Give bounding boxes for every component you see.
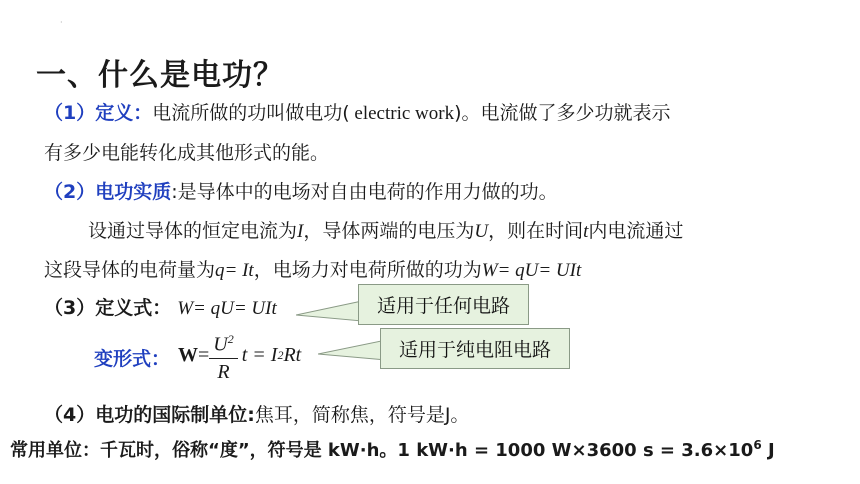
defining-formula: W= qU= UIt	[177, 298, 277, 319]
fraction-numerator: U	[213, 333, 228, 356]
definition-label: （1）定义：	[44, 102, 153, 124]
variant-formula	[178, 326, 301, 385]
defining-formula-label: （3）定义式：	[44, 297, 172, 319]
numerator-exponent: 2	[227, 332, 234, 346]
symbol-voltage: U	[474, 221, 489, 242]
variant-tail: Rt	[283, 343, 302, 366]
common-unit-line	[10, 436, 775, 462]
definition-continuation: 有多少电能转化成其他形式的能。	[44, 142, 330, 164]
corner-mark: ·	[60, 18, 63, 27]
callout-pointer-1	[296, 299, 366, 323]
essence-line	[44, 177, 558, 204]
variant-middle: t = I	[241, 343, 278, 366]
variant-label	[94, 344, 170, 371]
si-unit-text: 焦耳，简称焦，符号是J。	[254, 404, 470, 426]
derivation-text: 内电流通过	[588, 220, 684, 242]
derivation-text: ，导体两端的电压为	[303, 220, 475, 242]
variant-label-text: 变形式：	[94, 348, 171, 370]
defining-formula-line	[44, 293, 277, 320]
si-unit-line	[44, 400, 469, 427]
derivation-text: ，则在时间	[488, 220, 584, 242]
derivation-text: 这段导体的电荷量为	[44, 259, 216, 281]
common-unit-text: 常用单位：千瓦时，俗称“度”，符号是 kW·h。1 kW·h = 1000 W×3600 s = 3.6×10	[10, 440, 754, 461]
symbol-current: I	[297, 221, 304, 242]
derivation-line-2	[44, 255, 581, 282]
variant-W: W	[178, 343, 198, 366]
page-title: 一、什么是电功？	[36, 58, 284, 93]
power-exponent: 6	[753, 438, 762, 452]
definition-text-b: )。电流做了多少功就表示	[454, 102, 671, 124]
essence-text: :是导体中的电场对自由电荷的作用力做的功。	[171, 181, 558, 203]
common-unit-tail: J	[761, 440, 775, 461]
definition-english: electric work	[349, 103, 455, 124]
symbol-time: t	[583, 221, 589, 242]
definition-text-a: 电流所做的功叫做电功(	[152, 102, 350, 124]
definition-line	[44, 98, 671, 125]
derivation-text: 设通过导体的恒定电流为	[88, 220, 298, 242]
current-exponent: 2	[277, 347, 284, 362]
si-unit-label: （4）电功的国际制单位:	[44, 404, 255, 426]
variant-equals: =	[198, 343, 210, 366]
derivation-line-1	[88, 216, 683, 243]
essence-label: （2）电功实质	[44, 181, 172, 203]
work-formula: W= qU= UIt	[481, 260, 582, 281]
variant-fraction	[209, 326, 237, 385]
derivation-text: ，电场力对电荷所做的功为	[253, 259, 482, 281]
charge-formula: q= It	[215, 260, 254, 281]
callout-any-circuit: 适用于任何电路	[358, 284, 529, 325]
fraction-denominator: R	[217, 360, 230, 383]
callout-pure-resistive: 适用于纯电阻电路	[380, 328, 570, 369]
